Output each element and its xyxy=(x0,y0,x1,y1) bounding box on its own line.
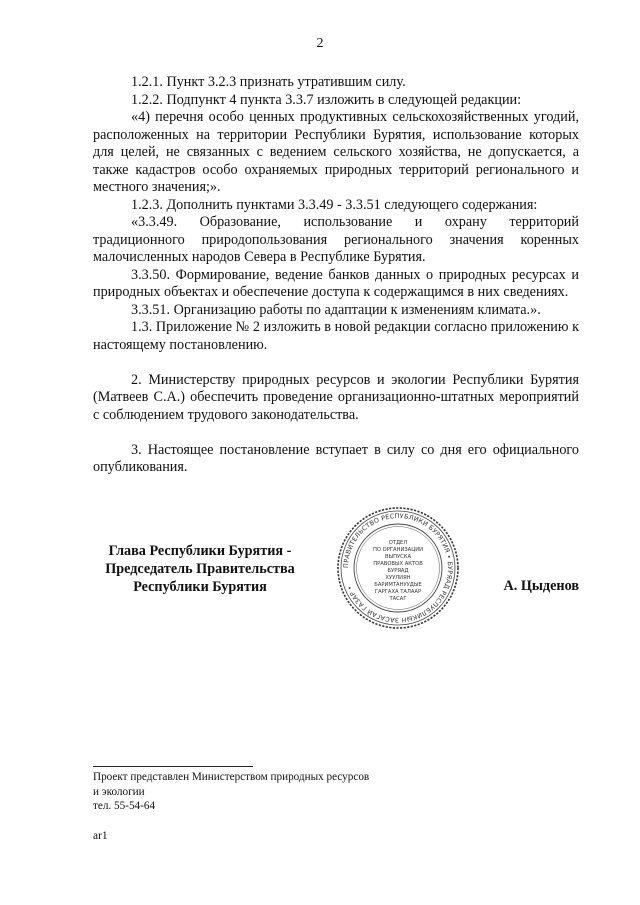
paragraph-1-2-3: 1.2.3. Дополнить пунктами 3.3.49 - 3.3.51 следующего содержания: xyxy=(131,196,538,213)
document-code: ar1 xyxy=(93,830,108,842)
paragraph-1-3: 1.3. Приложение № 2 изложить в новой редакции согласно приложению к настоящему постановлению. xyxy=(93,319,579,353)
page-number: 2 xyxy=(316,36,324,51)
footnote-line: Проект представлен Министерством природных ресурсов xyxy=(93,771,370,783)
document-body xyxy=(93,74,579,477)
signature-title-line: Республики Бурятия xyxy=(133,579,267,595)
official-seal-stamp xyxy=(336,506,460,630)
signatory-name: А. Цыденов xyxy=(503,578,579,594)
signature-title-line: Председатель Правительства xyxy=(105,561,295,577)
paragraph-1-2-2: 1.2.2. Подпункт 4 пункта 3.3.7 изложить в следующей редакции: xyxy=(131,91,522,108)
paragraph-3: 3. Настоящее постановление вступает в силу со дня его официального опубликования. xyxy=(93,441,579,475)
paragraph-3-3-50: 3.3.50. Формирование, ведение банков данных о природных ресурсах и природных объектах и обеспечение доступа к содержащимся в них сведениях. xyxy=(93,266,579,300)
signature-title-line: Глава Республики Бурятия - xyxy=(108,543,292,559)
paragraph-3-3-51: 3.3.51. Организацию работы по адаптации к изменениям климата.». xyxy=(131,301,541,318)
paragraph-2: 2. Министерству природных ресурсов и экологии Республики Бурятия (Матвеев С.А.) обеспечить проведение организационно-штатных мероприятий с соблюдением трудового законодательства. xyxy=(93,371,579,423)
stamp-center-line: ПО ОРГАНИЗАЦИИ xyxy=(372,547,424,553)
footnote-line: и экологии xyxy=(93,785,145,798)
signature-title xyxy=(92,542,308,596)
paragraph-3-3-49: «3.3.49. Образование, использование и охрану территорий традиционного природопользования регионального значения коренных малочисленных народов Севера в Республике Бурятия. xyxy=(93,214,579,265)
stamp-center-line: ВЫПУСКА xyxy=(384,554,412,560)
stamp-center-line: ПРАВОВЫХ АКТОВ xyxy=(373,561,423,567)
stamp-center-line: БУРЯАД xyxy=(387,568,409,574)
stamp-center-line: ГАРГАХА ТАЛААР xyxy=(374,589,422,595)
stamp-center-line: ХУУЛИЯН xyxy=(385,575,411,581)
stamp-center-line: БАРИМТАНУУДЫЕ xyxy=(374,582,422,588)
stamp-center-line: ОТДЕЛ xyxy=(388,540,408,546)
footnote xyxy=(93,770,369,814)
footnote-divider xyxy=(93,766,253,767)
stamp-ring-text: ПРАВИТЕЛЬСТВО РЕСПУБЛИКИ БУРЯТИЯ • БУРЯАД РЕСПУБЛИКЫН ЗАСАГАЙ ГАЗАР • xyxy=(341,511,455,625)
footnote-line: тел. 55-54-64 xyxy=(93,800,156,812)
stamp-center-line: ТАСАГ xyxy=(389,596,407,602)
paragraph-quote-4: «4) перечня особо ценных продуктивных сельскохозяйственных угодий, расположенных на территории Республики Бурятия, использование которых для целей, не связанных с ведением сельского хозяйства, не допускается, а также кадастров особо охраняемых природных территорий регионального и местного значения;». xyxy=(93,109,579,195)
paragraph-1-2-1: 1.2.1. Пункт 3.2.3 признать утратившим силу. xyxy=(131,74,406,90)
